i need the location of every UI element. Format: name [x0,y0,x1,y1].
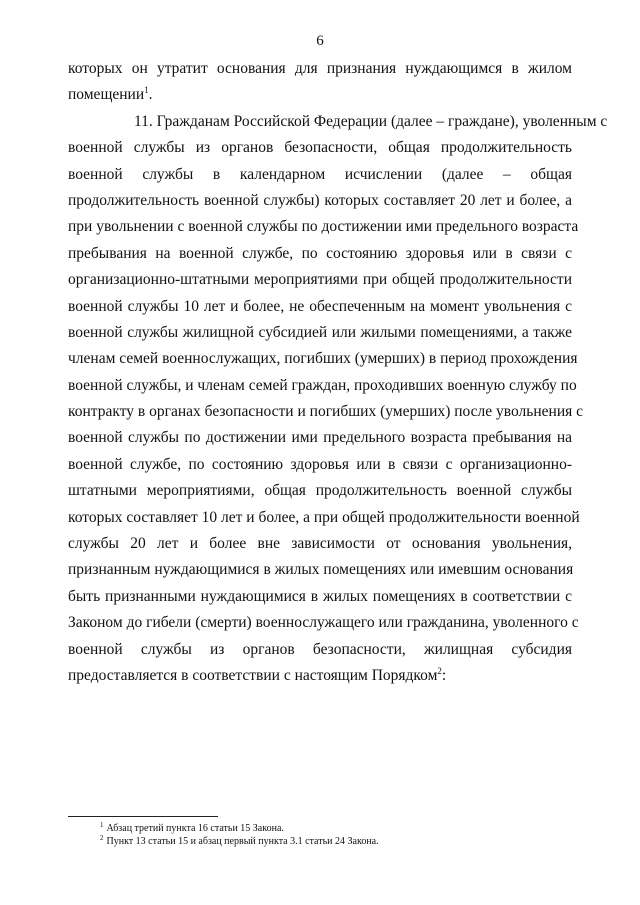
text-fragment: предоставляется в соответствии с настоящим Порядком [68,666,438,684]
paragraph-11-line: военной службы жилищной субсидией или жилыми помещениями, а также [68,323,572,341]
paragraph-11-line: службы 20 лет и более вне зависимости от основания увольнения, [68,535,572,553]
body-text [68,56,608,689]
footnote-ref: 2 [437,665,442,676]
paragraph-11-line: продолжительность военной службы) которых составляет 20 лет и более, а [68,191,572,209]
paragraph-11-line: контракту в органах безопасности и погибших (умерших) после увольнения с [68,403,584,421]
text-line: которых он утратит основания для признания нуждающимся в жилом [68,60,572,77]
footnote-1 [100,822,580,835]
paragraph-11-line: военной службы из органов безопасности, общая продолжительность [68,139,572,157]
paragraph-11-line: военной службы из органов безопасности, жилищная субсидия [68,640,572,658]
footnote-text: Абзац третий пункта 16 статьи 15 Закона. [106,823,284,834]
footnote-text: Пункт 13 статьи 15 и абзац первый пункта 3.1 статьи 24 Закона. [106,836,379,847]
paragraph-11-line: которых составляет 10 лет и более, а при общей продолжительности военной [68,508,580,526]
paragraph-11-line: военной службы в календарном исчислении (далее – общая [68,165,572,183]
paragraph-11-line: при увольнении с военной службы по достижении ими предельного возраста [68,218,579,236]
paragraph-11-line: членам семей военнослужащих, погибших (умерших) в период прохождения [68,350,578,368]
paragraph-11-line: Законом до гибели (смерти) военнослужащего или гражданина, уволенного с [68,614,579,632]
footnote-separator [68,816,218,817]
text-line: помещении$^1$. [68,85,153,104]
paragraph-11-line: штатными мероприятиями, общая продолжительность военной службы [68,482,572,500]
paragraph-11-line [68,663,572,689]
page-number: 6 [316,33,324,49]
paragraph-11-line: военной службы 10 лет и более, не обеспеченным на момент увольнения с [68,297,572,315]
footnote-2 [100,835,580,848]
footnotes [100,822,580,848]
footnote-mark: 1 [100,821,104,829]
text-fragment: помещении [68,86,145,104]
paragraph-11-line: 11. Гражданам Российской Федерации (далее – граждане), уволенным с [134,112,608,130]
paragraph-11-line: признанным нуждающимися в жилых помещениях или имевшим основания [68,561,574,579]
footnote-ref: 1 [144,85,149,96]
paragraph-11-line: военной службы по достижении ими предельного возраста пребывания на [68,429,572,447]
paragraph-11-line: военной службе, по состоянию здоровья или в связи с организационно- [68,455,572,473]
paragraph-11-line: быть признанными нуждающимися в жилых помещениях в соответствии с [68,587,572,605]
footnote-mark: 2 [100,834,104,842]
paragraph-11-line: пребывания на военной службе, по состоянию здоровья или в связи с [68,244,572,262]
paragraph-11-line: военной службы, и членам семей граждан, проходивших военную службу по [68,376,577,394]
end-punct: : [441,666,447,684]
paragraph-11-line: организационно-штатными мероприятиями при общей продолжительности [68,271,572,289]
